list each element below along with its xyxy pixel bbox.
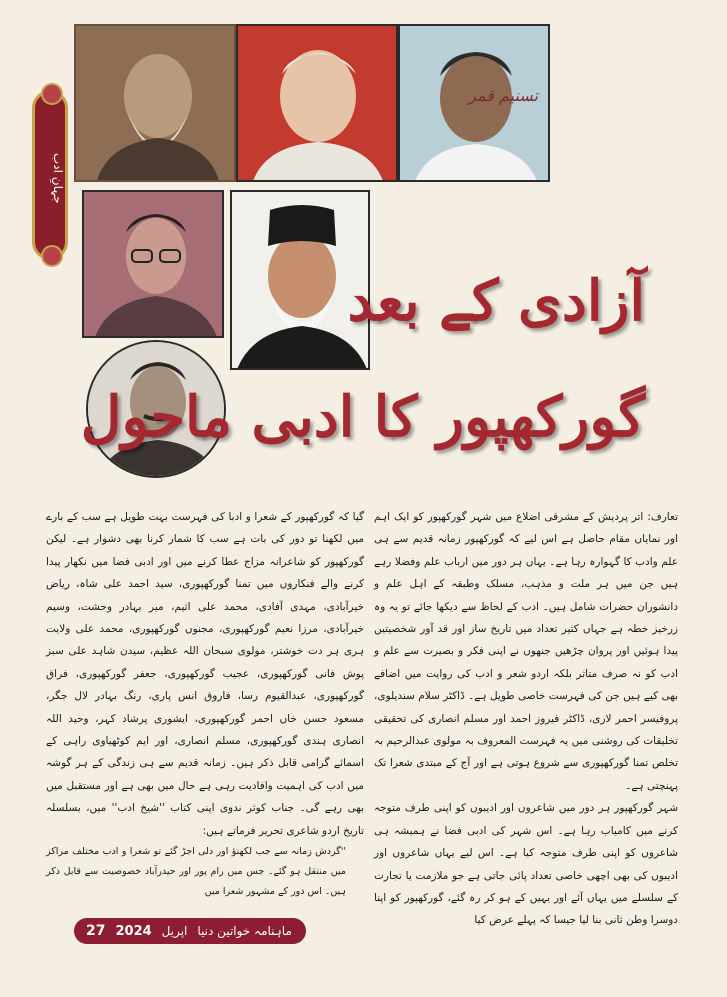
ornament-icon [41, 83, 63, 105]
article-title-line-2: گورکھپور کا ادبی ماحول [80, 384, 645, 450]
portrait-photo-bearded-man [74, 24, 236, 182]
portrait-photo-elderly-man [236, 24, 398, 182]
portrait-figure-icon [84, 192, 224, 338]
portrait-figure-icon [238, 26, 398, 182]
ornament-icon [41, 245, 63, 267]
paragraph: تعارف: اتر پردیش کے مشرقی اضلاع میں شہر گورکھپور کو ایک اہم اور نمایاں مقام حاصل ہے اس لیے کہ گورکھپور زمانہ قدیم سے ہی علم وادب کا گہوارہ رہا ہے۔ یہاں ہر دور میں ارباب علم وفضلا رہے ہیں جن میں ہر ملت و مذہب، مسلک وطبقہ کے اہل علم و دانشوران حضرات شامل ہیں۔ ادب کے لحاظ سے دیکھا جائے تو یہ وہ زرخیز خطہ ہے جہاں کثیر تعداد میں تاریخ ساز اور قد آور شخصیتیں پیدا ہوئیں اور پروان چڑھیں جنھوں نے اپنی فکر و بصیرت سے علم و ادب کو نہ صرف متاثر بلکہ اردو شعر و ادب کی روایت میں اضافے بھی کیے ہیں جن کی فہرست خاصی طویل ہے۔ ڈاکٹر سلام سندیلوی، پروفیسر احمر لاری، ڈاکٹر فیروز احمد اور مسلم انصاری کی تحقیقی تخلیقات کی روشنی میں یہ فہرست المعروف بہ مولوی عبدالرحیم بہ تخلص تمنا گورکھپوری سے شروع ہوتی ہے اور آج کے مبتدی شعرا تک پہنچتی ہے۔ [374, 511, 678, 792]
block-quote: ''گردش زمانہ سے جب لکھنؤ اور دلی اجڑ گئے تو شعرا و ادب مختلف مراکز میں منتقل ہو گئے۔ جس میں رام پور اور حیدرآباد خصوصیت سے قابل ذکر ہیں۔ اس دور کے مشہور شعرا میں [46, 846, 346, 898]
paragraph: گیا کہ گورکھپور کے شعرا و ادبا کی فہرست بہت طویل ہے سب کے بارے میں لکھنا تو دور کی بات ہے سب کا شمار کرنا بھی دشوار ہے۔ لیکن گورکھپور کو شاعرانہ مزاج عطا کرنے میں اور ادبی فضا میں نکھار پیدا کرنے والے فنکاروں میں تمنا گورکھپوری، سید احمد علی شاہ، ریاض خیرآبادی، مہدی آفادی، محمد علی اثیم، میر بہادر وحشت، وسیم خیرآبادی، مرزا نعیم گورکھپوری، مجنوں گورکھپوری، محمد علی ولایت ہری ہر دت خوشتر، مولوی سبحان اللہ عظیم، سیدن شاہد علی سبز پوش فانی گورکھپوری، عجیب گورکھپوری، جعفر گورکھپوری، فراق گورکھپوری، عبدالقیوم رسا، فاروق انس پاری، رنگ بہادر لال جگر، مسعود حسن خاں احمر گورکھپوری، ایشوری پرشاد کہر، وحید اللہ انصاری ہندی گورکھپوری، مسلم انصاری، اور ایم کوٹھیاوی راہی کے اسمائے گرامی قابل ذکر ہیں۔ زمانہ قدیم سے ہی زندگی کے ہر گوشہ میں ادب کی اہمیت وافادیت رہی ہے حال میں بھی ہے اور مستقبل میں بھی رہے گی۔ جناب کوثر ندوی اپنی کتاب ''شیخ ادب'' میں، بسلسلہ تاریخ اردو شاعری تحریر فرماتے ہیں: [46, 511, 364, 837]
page-number: 27 [86, 923, 106, 939]
paragraph: شہر گورکھپور ہر دور میں شاعروں اور ادیبوں کو اپنی طرف متوجہ کرنے میں کامیاب رہا ہے۔ اس شہر کی ادبی فضا نے ہمیشہ ہی شاعروں کو اپنی طرف متوجہ کیا ہے۔ اس لیے یہاں شاعروں اور ادیبوں کی بھی اچھی خاصی تعداد پائی جاتی ہے جو ملازمت یا تجارت کے سلسلے میں یہاں آئے اور یہیں کے ہو کر رہ گئے، گورکھپور کو اپنا دوسرا وطن ثانی بنا لیا جیسا کہ پہلے عرض کیا [374, 802, 678, 927]
author-name: تسنیم قمر [468, 86, 538, 105]
article-column-right [374, 506, 678, 932]
issue-month: اپریل [161, 924, 188, 938]
section-tab [32, 90, 68, 260]
article-title-line-1: آزادی کے بعد [347, 268, 645, 334]
issue-year: 2024 [115, 923, 152, 939]
section-label: جہانِ ادب [51, 152, 65, 204]
article-column-left [46, 506, 364, 902]
magazine-name: ماہنامہ خواتین دنیا [197, 924, 292, 938]
page-footer [74, 918, 306, 944]
portrait-photo-man-glasses [82, 190, 224, 338]
portrait-figure-icon [76, 26, 236, 182]
